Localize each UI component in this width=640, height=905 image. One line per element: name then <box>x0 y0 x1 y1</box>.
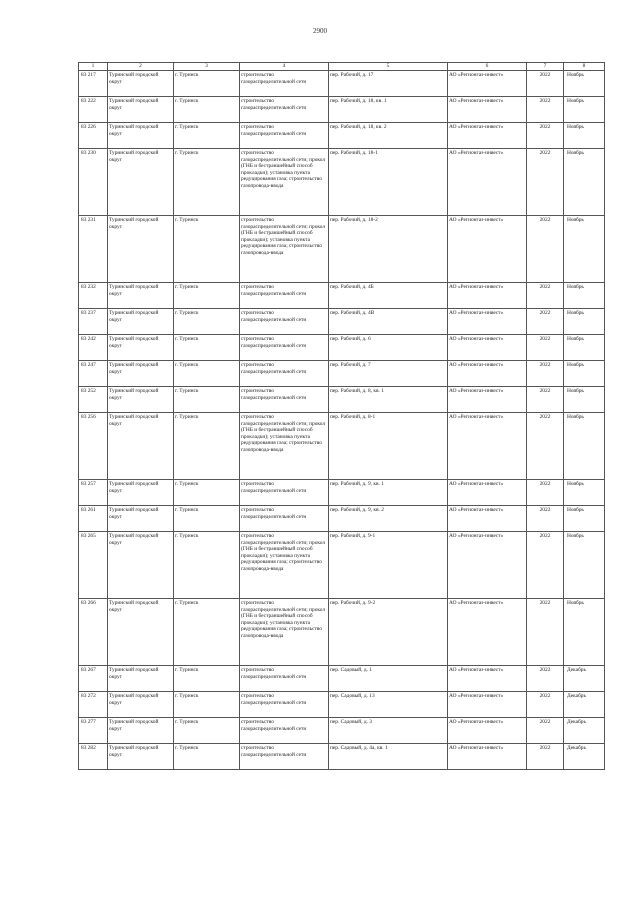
organization-cell: АО «Регионгаз-инвест» <box>448 506 527 532</box>
address-cell: пер. Рабочий, д. 4Б <box>329 283 448 309</box>
address-cell: пер. Садовый, д. 4а, кв. 1 <box>329 744 448 770</box>
row-number-cell: 83 231 <box>79 216 108 283</box>
organization-cell: АО «Регионгаз-инвест» <box>448 599 527 666</box>
row-number-cell: 83 265 <box>79 532 108 599</box>
table-row <box>79 71 605 97</box>
table-row <box>79 480 605 506</box>
year-cell: 2022 <box>527 361 564 387</box>
column-number: 2 <box>108 63 174 71</box>
district-cell: Туринский городской округ <box>108 309 174 335</box>
year-cell: 2022 <box>527 283 564 309</box>
district-cell: Туринский городской округ <box>108 413 174 480</box>
organization-cell: АО «Регионгаз-инвест» <box>448 123 527 149</box>
address-cell: пер. Рабочий, д. 9-2 <box>329 599 448 666</box>
address-cell: пер. Рабочий, д. 4В <box>329 309 448 335</box>
month-cell: Ноябрь <box>564 506 605 532</box>
row-number-cell: 83 237 <box>79 309 108 335</box>
settlement-cell: г. Туринск <box>174 718 240 744</box>
organization-cell: АО «Регионгаз-инвест» <box>448 309 527 335</box>
district-cell: Туринский городской округ <box>108 532 174 599</box>
table-row <box>79 744 605 770</box>
organization-cell: АО «Регионгаз-инвест» <box>448 97 527 123</box>
year-cell: 2022 <box>527 123 564 149</box>
settlement-cell: г. Туринск <box>174 692 240 718</box>
year-cell: 2022 <box>527 413 564 480</box>
month-cell: Ноябрь <box>564 149 605 216</box>
district-cell: Туринский городской округ <box>108 123 174 149</box>
year-cell: 2022 <box>527 666 564 692</box>
year-cell: 2022 <box>527 71 564 97</box>
work-type-cell: строительство газораспределительной сети; прокол (ГНБ и бестраншейный способ прокладки); установка пункта редуцирования газа; строительство газопровода-ввода <box>240 149 329 216</box>
settlement-cell: г. Туринск <box>174 532 240 599</box>
row-number-cell: 83 277 <box>79 718 108 744</box>
settlement-cell: г. Туринск <box>174 309 240 335</box>
settlement-cell: г. Туринск <box>174 335 240 361</box>
address-cell: пер. Рабочий, д. 18-2 <box>329 216 448 283</box>
settlement-cell: г. Туринск <box>174 506 240 532</box>
month-cell: Декабрь <box>564 718 605 744</box>
year-cell: 2022 <box>527 309 564 335</box>
address-cell: пер. Садовый, д. 13 <box>329 692 448 718</box>
address-cell: пер. Рабочий, д. 8-1 <box>329 413 448 480</box>
work-type-cell: строительство газораспределительной сети <box>240 506 329 532</box>
column-number: 4 <box>240 63 329 71</box>
row-number-cell: 83 230 <box>79 149 108 216</box>
table-row <box>79 718 605 744</box>
year-cell: 2022 <box>527 480 564 506</box>
row-number-cell: 83 282 <box>79 744 108 770</box>
organization-cell: АО «Регионгаз-инвест» <box>448 71 527 97</box>
district-cell: Туринский городской округ <box>108 97 174 123</box>
month-cell: Декабрь <box>564 666 605 692</box>
address-cell: пер. Рабочий, д. 9-1 <box>329 532 448 599</box>
address-cell: пер. Рабочий, д. 7 <box>329 361 448 387</box>
organization-cell: АО «Регионгаз-инвест» <box>448 387 527 413</box>
district-cell: Туринский городской округ <box>108 692 174 718</box>
district-cell: Туринский городской округ <box>108 666 174 692</box>
table-row <box>79 413 605 480</box>
organization-cell: АО «Регионгаз-инвест» <box>448 666 527 692</box>
work-type-cell: строительство газораспределительной сети <box>240 335 329 361</box>
month-cell: Ноябрь <box>564 71 605 97</box>
year-cell: 2022 <box>527 718 564 744</box>
column-number: 7 <box>527 63 564 71</box>
table-row <box>79 283 605 309</box>
work-type-cell: строительство газораспределительной сети; прокол (ГНБ и бестраншейный способ прокладки); установка пункта редуцирования газа; строительство газопровода-ввода <box>240 599 329 666</box>
year-cell: 2022 <box>527 97 564 123</box>
year-cell: 2022 <box>527 692 564 718</box>
address-cell: пер. Рабочий, д. 9, кв. 2 <box>329 506 448 532</box>
table-row <box>79 361 605 387</box>
table-row <box>79 532 605 599</box>
year-cell: 2022 <box>527 149 564 216</box>
district-cell: Туринский городской округ <box>108 335 174 361</box>
organization-cell: АО «Регионгаз-инвест» <box>448 480 527 506</box>
table-row <box>79 599 605 666</box>
organization-cell: АО «Регионгаз-инвест» <box>448 361 527 387</box>
column-number: 8 <box>564 63 605 71</box>
work-type-cell: строительство газораспределительной сети <box>240 692 329 718</box>
work-type-cell: строительство газораспределительной сети <box>240 387 329 413</box>
district-cell: Туринский городской округ <box>108 361 174 387</box>
organization-cell: АО «Регионгаз-инвест» <box>448 692 527 718</box>
year-cell: 2022 <box>527 744 564 770</box>
work-type-cell: строительство газораспределительной сети; прокол (ГНБ и бестраншейный способ прокладки); установка пункта редуцирования газа; строительство газопровода-ввода <box>240 532 329 599</box>
month-cell: Ноябрь <box>564 97 605 123</box>
work-type-cell: строительство газораспределительной сети; прокол (ГНБ и бестраншейный способ прокладки); установка пункта редуцирования газа; строительство газопровода-ввода <box>240 413 329 480</box>
table-row <box>79 666 605 692</box>
settlement-cell: г. Туринск <box>174 666 240 692</box>
year-cell: 2022 <box>527 599 564 666</box>
district-cell: Туринский городской округ <box>108 387 174 413</box>
year-cell: 2022 <box>527 335 564 361</box>
address-cell: пер. Рабочий, д. 18, кв. 2 <box>329 123 448 149</box>
work-type-cell: строительство газораспределительной сети; прокол (ГНБ и бестраншейный способ прокладки); установка пункта редуцирования газа; строительство газопровода-ввода <box>240 216 329 283</box>
address-cell: пер. Рабочий, д. 17 <box>329 71 448 97</box>
month-cell: Ноябрь <box>564 335 605 361</box>
month-cell: Декабрь <box>564 744 605 770</box>
district-cell: Туринский городской округ <box>108 718 174 744</box>
row-number-cell: 83 222 <box>79 97 108 123</box>
table-row <box>79 387 605 413</box>
work-type-cell: строительство газораспределительной сети <box>240 309 329 335</box>
row-number-cell: 83 217 <box>79 71 108 97</box>
settlement-cell: г. Туринск <box>174 599 240 666</box>
organization-cell: АО «Регионгаз-инвест» <box>448 413 527 480</box>
month-cell: Ноябрь <box>564 216 605 283</box>
district-cell: Туринский городской округ <box>108 480 174 506</box>
settlement-cell: г. Туринск <box>174 149 240 216</box>
row-number-cell: 83 242 <box>79 335 108 361</box>
work-type-cell: строительство газораспределительной сети <box>240 283 329 309</box>
settlement-cell: г. Туринск <box>174 97 240 123</box>
settlement-cell: г. Туринск <box>174 480 240 506</box>
column-number-row <box>79 63 605 71</box>
row-number-cell: 83 232 <box>79 283 108 309</box>
month-cell: Ноябрь <box>564 283 605 309</box>
table-row <box>79 97 605 123</box>
table-row <box>79 692 605 718</box>
settlement-cell: г. Туринск <box>174 216 240 283</box>
work-type-cell: строительство газораспределительной сети <box>240 123 329 149</box>
organization-cell: АО «Регионгаз-инвест» <box>448 718 527 744</box>
work-type-cell: строительство газораспределительной сети <box>240 666 329 692</box>
year-cell: 2022 <box>527 532 564 599</box>
organization-cell: АО «Регионгаз-инвест» <box>448 216 527 283</box>
row-number-cell: 83 252 <box>79 387 108 413</box>
row-number-cell: 83 266 <box>79 599 108 666</box>
row-number-cell: 83 272 <box>79 692 108 718</box>
month-cell: Декабрь <box>564 692 605 718</box>
row-number-cell: 83 256 <box>79 413 108 480</box>
table-row <box>79 309 605 335</box>
settlement-cell: г. Туринск <box>174 123 240 149</box>
year-cell: 2022 <box>527 216 564 283</box>
work-type-cell: строительство газораспределительной сети <box>240 71 329 97</box>
address-cell: пер. Рабочий, д. 9, кв. 1 <box>329 480 448 506</box>
column-number: 1 <box>79 63 108 71</box>
settlement-cell: г. Туринск <box>174 744 240 770</box>
settlement-cell: г. Туринск <box>174 413 240 480</box>
column-number: 5 <box>329 63 448 71</box>
month-cell: Ноябрь <box>564 309 605 335</box>
register-table <box>78 62 605 770</box>
work-type-cell: строительство газораспределительной сети <box>240 480 329 506</box>
organization-cell: АО «Регионгаз-инвест» <box>448 335 527 361</box>
row-number-cell: 83 261 <box>79 506 108 532</box>
address-cell: пер. Садовый, д. 1 <box>329 666 448 692</box>
column-number: 6 <box>448 63 527 71</box>
organization-cell: АО «Регионгаз-инвест» <box>448 744 527 770</box>
row-number-cell: 83 257 <box>79 480 108 506</box>
settlement-cell: г. Туринск <box>174 71 240 97</box>
month-cell: Ноябрь <box>564 361 605 387</box>
organization-cell: АО «Регионгаз-инвест» <box>448 532 527 599</box>
year-cell: 2022 <box>527 387 564 413</box>
settlement-cell: г. Туринск <box>174 361 240 387</box>
address-cell: пер. Рабочий, д. 8, кв. 1 <box>329 387 448 413</box>
month-cell: Ноябрь <box>564 413 605 480</box>
address-cell: пер. Рабочий, д. 6 <box>329 335 448 361</box>
month-cell: Ноябрь <box>564 480 605 506</box>
month-cell: Ноябрь <box>564 599 605 666</box>
work-type-cell: строительство газораспределительной сети <box>240 97 329 123</box>
month-cell: Ноябрь <box>564 387 605 413</box>
work-type-cell: строительство газораспределительной сети <box>240 718 329 744</box>
page-number: 2900 <box>313 27 327 35</box>
column-number: 3 <box>174 63 240 71</box>
organization-cell: АО «Регионгаз-инвест» <box>448 149 527 216</box>
district-cell: Туринский городской округ <box>108 599 174 666</box>
row-number-cell: 83 226 <box>79 123 108 149</box>
address-cell: пер. Садовый, д. 3 <box>329 718 448 744</box>
year-cell: 2022 <box>527 506 564 532</box>
organization-cell: АО «Регионгаз-инвест» <box>448 283 527 309</box>
row-number-cell: 83 267 <box>79 666 108 692</box>
work-type-cell: строительство газораспределительной сети <box>240 744 329 770</box>
district-cell: Туринский городской округ <box>108 149 174 216</box>
settlement-cell: г. Туринск <box>174 387 240 413</box>
district-cell: Туринский городской округ <box>108 283 174 309</box>
district-cell: Туринский городской округ <box>108 216 174 283</box>
work-type-cell: строительство газораспределительной сети <box>240 361 329 387</box>
table-row <box>79 335 605 361</box>
table-row <box>79 216 605 283</box>
address-cell: пер. Рабочий, д. 18-1 <box>329 149 448 216</box>
row-number-cell: 83 247 <box>79 361 108 387</box>
month-cell: Ноябрь <box>564 123 605 149</box>
district-cell: Туринский городской округ <box>108 506 174 532</box>
table-row <box>79 506 605 532</box>
month-cell: Ноябрь <box>564 532 605 599</box>
settlement-cell: г. Туринск <box>174 283 240 309</box>
table-row <box>79 123 605 149</box>
district-cell: Туринский городской округ <box>108 71 174 97</box>
table-row <box>79 149 605 216</box>
address-cell: пер. Рабочий, д. 18, кв. 1 <box>329 97 448 123</box>
district-cell: Туринский городской округ <box>108 744 174 770</box>
